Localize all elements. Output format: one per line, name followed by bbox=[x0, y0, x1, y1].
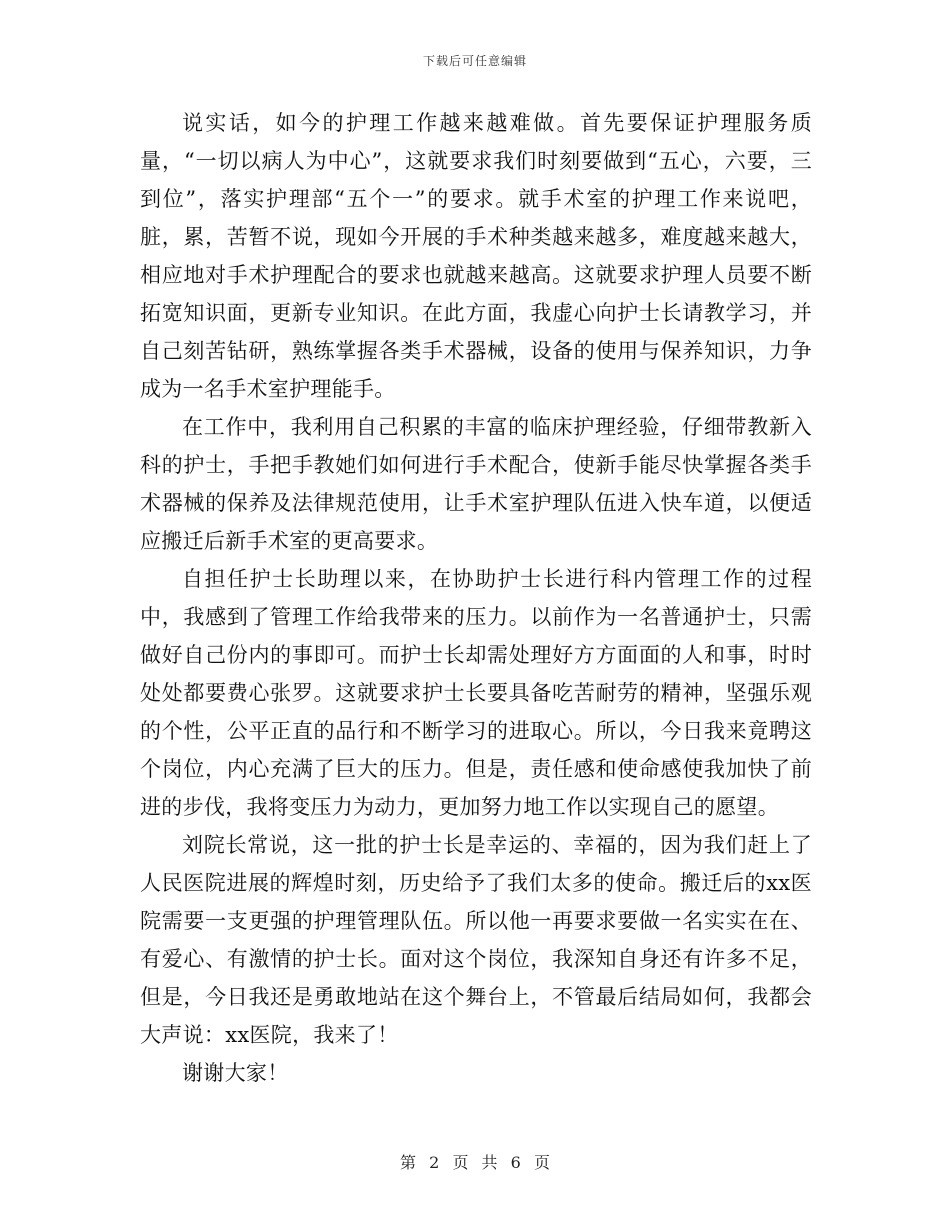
paragraph-5: 谢谢大家！ bbox=[182, 1061, 289, 1085]
footer-label-page: 页 bbox=[452, 1153, 469, 1172]
paragraph-4: 刘院长常说，这一批的护士长是幸运的、幸福的，因为我们赶上了人民医院进展的辉煌时刻，历史给予了我们太多的使命。搬迁后的xx医院需要一支更强的护理管理队伍。所以他一再要求要做一名实实在在、有爱心、有激情的护士长。面对这个岗位，我深知自身还有许多不足，但是，今日我还是勇敢地站在这个舞台上，不管最后结局如何，我都会大声说：xx医院，我来了！ bbox=[140, 833, 812, 1047]
paragraph-2: 在工作中，我利用自己积累的丰富的临床护理经验，仔细带教新入科的护士，手把手教她们如何进行手术配合，使新手能尽快掌握各类手术器械的保养及法律规范使用，让手术室护理队伍进入快车道，以便适应搬迁后新手术室的更高要求。 bbox=[140, 415, 812, 553]
footer-label-prefix: 第 bbox=[400, 1153, 417, 1172]
footer-current-page: 2 bbox=[429, 1153, 440, 1172]
footer-label-total-suffix: 页 bbox=[533, 1153, 550, 1172]
page-footer bbox=[0, 1150, 950, 1173]
header-note: 下载后可任意编辑 bbox=[422, 54, 527, 68]
paragraph-3: 自担任护士长助理以来，在协助护士长进行科内管理工作的过程中，我感到了管理工作给我带来的压力。以前作为一名普通护士，只需做好自己份内的事即可。而护士长却需处理好方方面面的人和事，时时处处都要费心张罗。这就要求护士长要具备吃苦耐劳的精神，坚强乐观的个性，公平正直的品行和不断学习的进取心。所以，今日我来竟聘这个岗位，内心充满了巨大的压力。但是，责任感和使命感使我加快了前进的步伐，我将变压力为动力，更加努力地工作以实现自己的愿望。 bbox=[140, 567, 812, 819]
footer-label-total-prefix: 共 bbox=[481, 1153, 498, 1172]
document-body bbox=[140, 104, 812, 1092]
paragraph-1: 说实话，如今的护理工作越来越难做。首先要保证护理服务质量，“一切以病人为中心”，这就要求我们时刻要做到“五心，六要，三到位”，落实护理部“五个一”的要求。就手术室的护理工作来说吧，脏，累，苦暂不说，现如今开展的手术种类越来越多，难度越来越大，相应地对手术护理配合的要求也就越来越高。这就要求护理人员要不断拓宽知识面，更新专业知识。在此方面，我虚心向护士长请教学习，并自己刻苦钻研，熟练掌握各类手术器械，设备的使用与保养知识，力争成为一名手术室护理能手。 bbox=[140, 111, 812, 401]
footer-total-pages: 6 bbox=[510, 1153, 521, 1172]
